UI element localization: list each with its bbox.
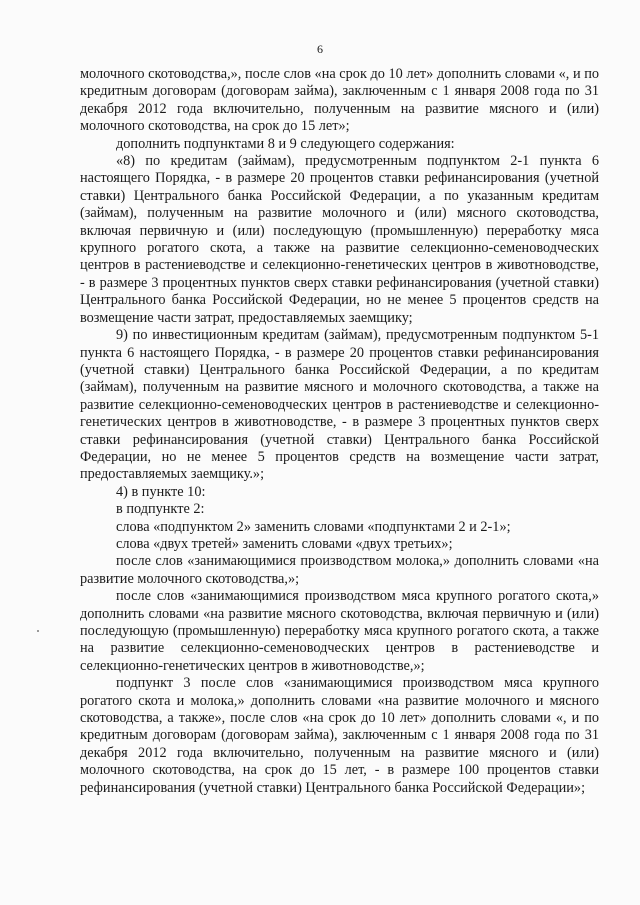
- paragraph-add-subitems: дополнить подпунктами 8 и 9 следующего содержания:: [116, 135, 455, 152]
- paragraph-item-4: 4) в пункте 10:: [116, 483, 206, 500]
- scan-dot: [37, 630, 39, 632]
- paragraph-subitem-9: 9) по инвестиционным кредитам (займам), предусмотренным подпунктом 5-1 пункта 6 настоящего Порядка, - в размере 20 процентов ставки рефинансирования (учетной ставки) Центрального банка Российской Федерации, а по кредитам (займам), полученным на развитие мясного и молочного скотоводства, а также на развитие селекционно-семеноводческих центров в растениеводстве и селекционно-генетических центров в животноводстве, - в размере 3 процентных пунктов сверх ставки рефинансирования (учетной ставки) Центрального банка Российской Федерации, но не менее 5 процентов средств на возмещение части затрат, предоставляемых заемщику.»;: [80, 327, 599, 483]
- paragraph-milk-production: после слов «занимающимися производством молока,» дополнить словами «на развитие молочного скотоводства,»;: [80, 553, 599, 587]
- paragraph-subitem-8: «8) по кредитам (займам), предусмотренным подпунктом 2-1 пункта 6 настоящего Порядка, - в размере 20 процентов ставки рефинансирования (учетной ставки) Центрального банка Российской Федерации, а по указанным кредитам (займам), полученным на развитие молочного и (или) мясного скотоводства, включая первичную и (или) последующую (промышленную) переработку мяса крупного рогатого скота, а также на развитие селекционно-семеноводческих центров в растениеводстве и селекционно-генетических центров в животноводстве, - в размере 3 процентных пунктов сверх ставки рефинансирования (учетной ставки) Центрального банка Российской Федерации, но не менее 5 процентов средств на возмещение части затрат, предоставляемых заемщику;: [80, 153, 599, 326]
- document-body: [80, 66, 599, 797]
- paragraph-replace-thirds: слова «двух третей» заменить словами «двух третьих»;: [116, 535, 453, 552]
- page-number: 6: [317, 42, 323, 56]
- paragraph-replace-subitem: слова «подпунктом 2» заменить словами «подпунктами 2 и 2-1»;: [116, 518, 511, 535]
- paragraph-subitem-3: подпункт 3 после слов «занимающимися производством мяса крупного рогатого скота и молока,» дополнить словами «на развитие молочного и мясного скотоводства, а также», после слов «на срок до 10 лет» дополнить словами «, и по кредитным договорам (договорам займа), заключенным с 1 января 2008 года по 31 декабря 2012 года включительно, полученным на развитие мясного и (или) молочного скотоводства, на срок до 15 лет, - в размере 100 процентов ставки рефинансирования (учетной ставки) Центрального банка Российской Федерации»;: [80, 675, 599, 796]
- paragraph-subitem-2: в подпункте 2:: [116, 501, 205, 518]
- paragraph-meat-production: после слов «занимающимися производством мяса крупного рогатого скота,» дополнить словами «на развитие мясного скотоводства, включая первичную и (или) последующую (промышленную) переработку мяса крупного рогатого скота, а также на развитие селекционно-семеноводческих центров в растениеводстве и селекционно-генетических центров в животноводстве,»;: [80, 588, 599, 674]
- paragraph-continuation: молочного скотоводства,», после слов «на срок до 10 лет» дополнить словами «, и по кредитным договорам (договорам займа), заключенным с 1 января 2008 года по 31 декабря 2012 года включительно, полученным на развитие мясного и (или) молочного скотоводства, на срок до 15 лет»;: [80, 66, 599, 135]
